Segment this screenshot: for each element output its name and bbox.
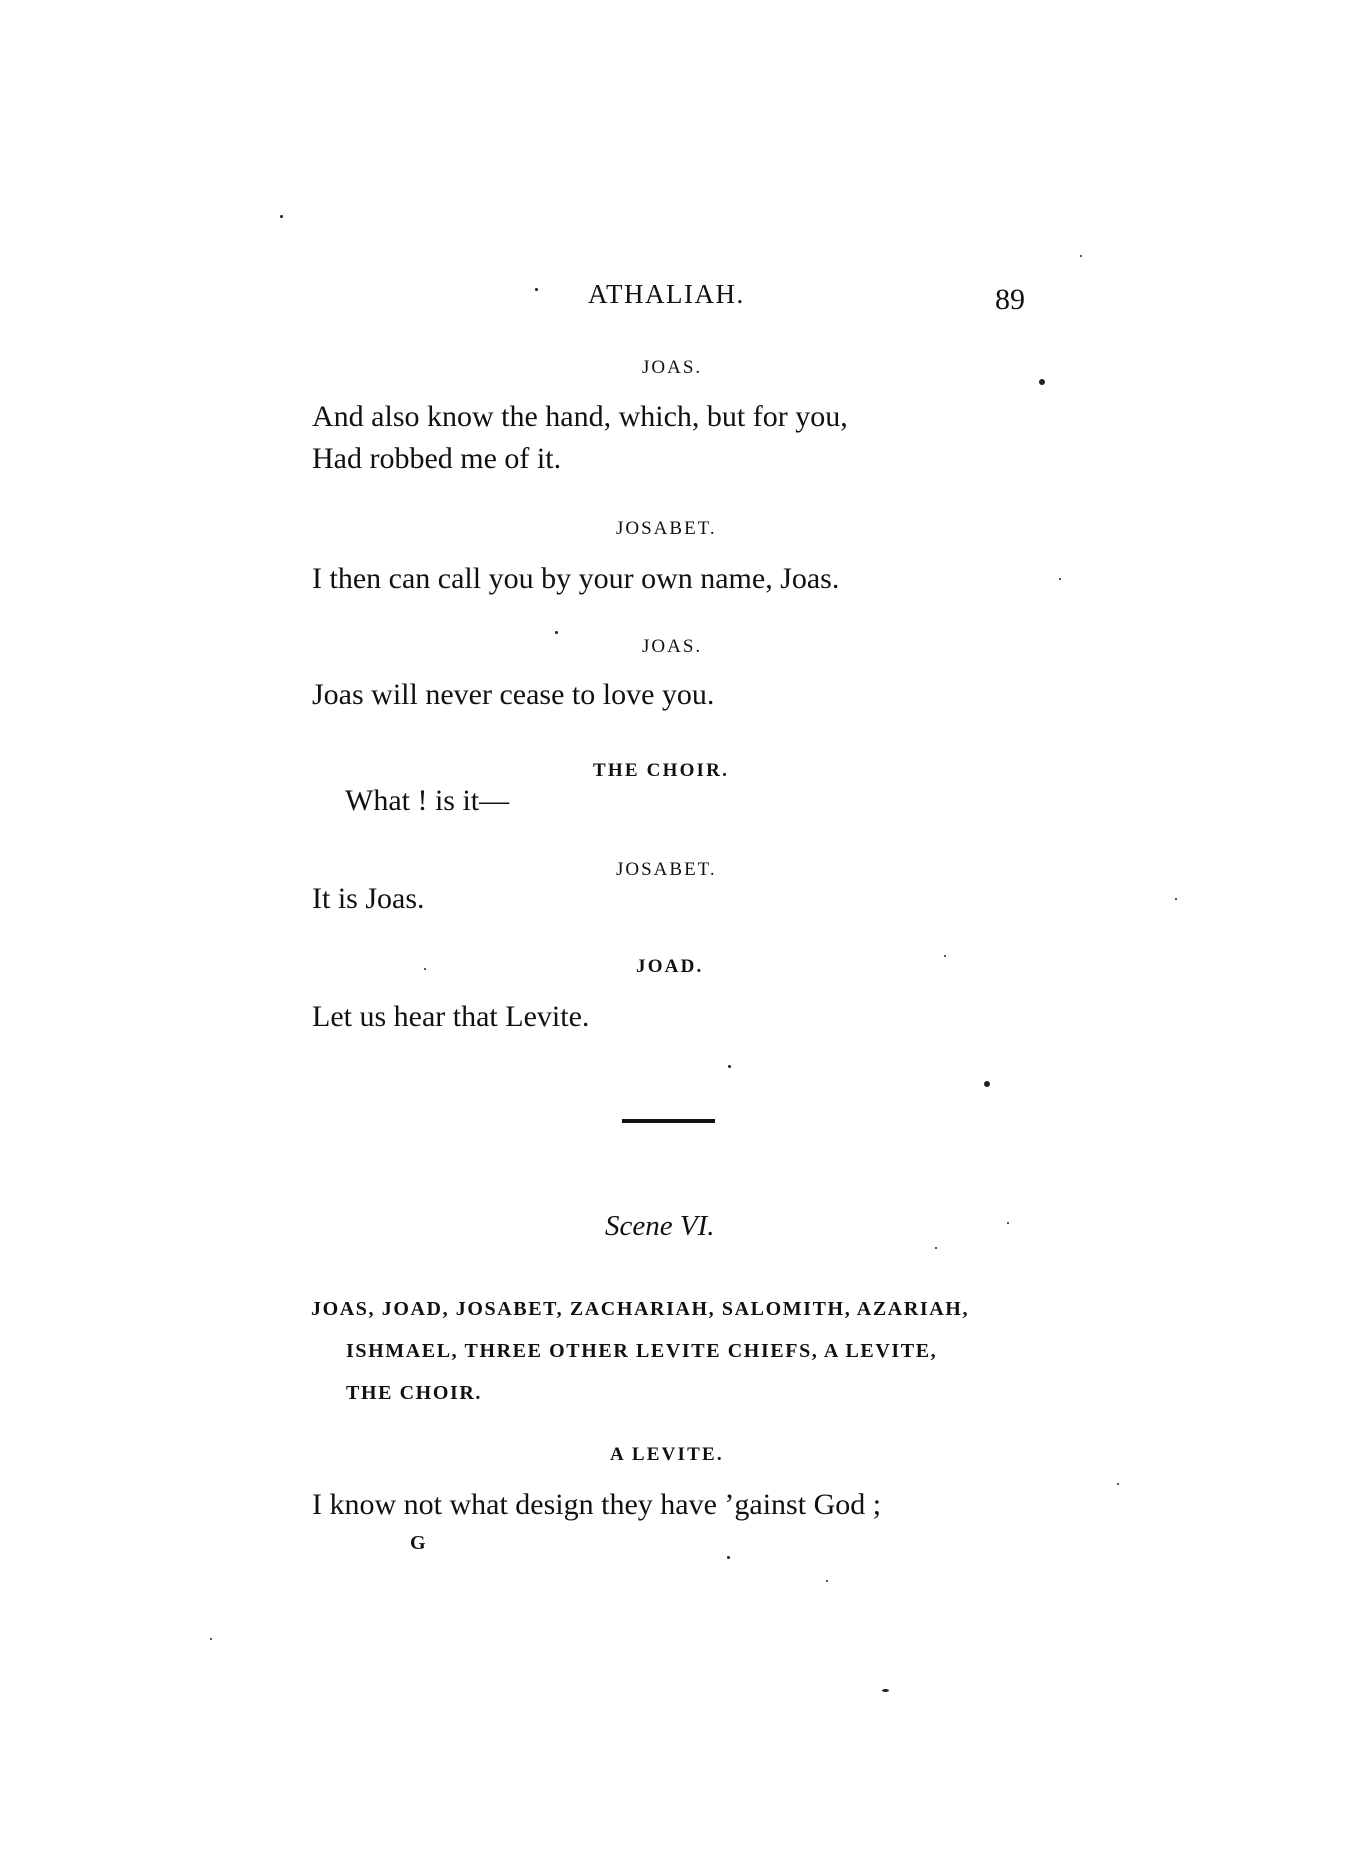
speaker-heading: THE CHOIR. — [593, 760, 730, 781]
signature-mark: G — [410, 1532, 426, 1554]
ink-speck — [728, 1065, 731, 1068]
cast-line: JOAS, JOAD, JOSABET, ZACHARIAH, SALOMITH, AZARIAH, — [311, 1298, 970, 1320]
ink-speck — [826, 1580, 828, 1582]
ink-speck — [984, 1081, 990, 1087]
ink-speck — [555, 631, 558, 634]
dialogue-line: It is Joas. — [312, 882, 425, 915]
cast-line: THE CHOIR. — [346, 1382, 483, 1404]
ink-speck — [1117, 1483, 1119, 1485]
ink-speck — [1059, 578, 1061, 580]
ink-speck — [1175, 898, 1177, 900]
ink-speck — [1080, 255, 1082, 257]
page-number: 89 — [995, 283, 1025, 316]
ink-speck — [944, 955, 946, 957]
cast-line: ISHMAEL, THREE OTHER LEVITE CHIEFS, A LEVITE, — [346, 1340, 938, 1362]
ink-speck — [727, 1556, 730, 1559]
cast-list — [311, 1288, 969, 1414]
speaker-heading: JOAS. — [642, 636, 703, 657]
scene-title: Scene VI. — [605, 1210, 715, 1242]
running-title: ATHALIAH. — [588, 279, 745, 309]
dialogue-line: What ! is it— — [345, 784, 510, 817]
ink-speck — [1007, 1222, 1009, 1224]
dialogue-line: I then can call you by your own name, Joas. — [312, 562, 840, 595]
speaker-heading: JOSABET. — [616, 859, 717, 880]
ink-speck — [882, 1689, 889, 1692]
ink-speck — [280, 215, 283, 218]
section-divider — [622, 1119, 715, 1123]
speaker-heading: JOAD. — [636, 956, 704, 977]
speaker-heading: A LEVITE. — [610, 1444, 724, 1465]
ink-speck — [210, 1638, 212, 1640]
dialogue-line: Joas will never cease to love you. — [312, 678, 715, 711]
ink-speck — [535, 288, 538, 291]
ink-speck — [935, 1247, 937, 1249]
ink-speck — [1039, 379, 1045, 385]
dialogue-line: Had robbed me of it. — [312, 442, 562, 475]
ink-speck — [424, 968, 426, 970]
dialogue-line: I know not what design they have ’gainst God ; — [312, 1488, 882, 1521]
speaker-heading: JOSABET. — [616, 518, 717, 539]
speaker-heading: JOAS. — [642, 357, 703, 378]
dialogue-line: And also know the hand, which, but for you, — [312, 400, 848, 433]
dialogue-line: Let us hear that Levite. — [312, 1000, 590, 1033]
